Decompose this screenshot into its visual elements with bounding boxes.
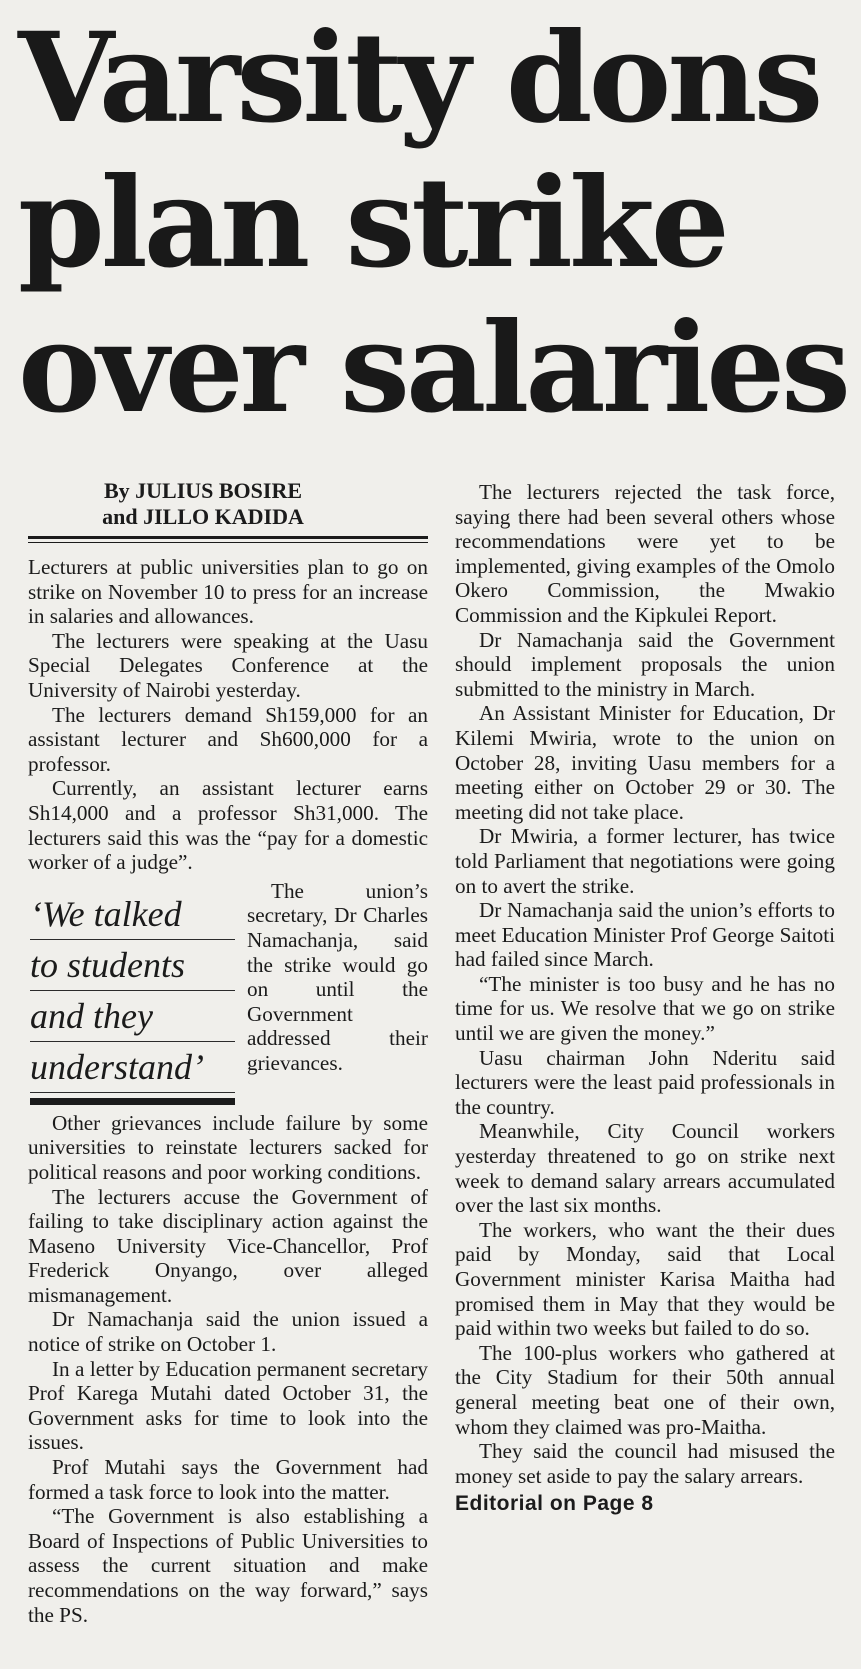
- article-paragraph: An Assistant Minister for Education, Dr Kilemi Mwiria, wrote to the union on October 28, inviting Uasu members for a meeting either on October 29 or 30. The meeting did not take place.: [455, 701, 835, 824]
- article-paragraph: “The Government is also establishing a Board of Inspections of Public Universities to assess the current situation and make recommendations on the way forward,” says the PS.: [28, 1504, 428, 1627]
- headline-line: Varsity dons: [18, 6, 820, 151]
- article-paragraph: The workers, who want the their dues paid by Monday, said that Local Government minister Karisa Maitha had promised them in May that they would be paid within two weeks but failed to do so.: [455, 1217, 835, 1341]
- pullquote-line: understand’: [30, 1042, 235, 1093]
- headline: [18, 6, 848, 441]
- pullquote-block: [28, 879, 428, 1111]
- pullquote-line: to students: [30, 940, 235, 991]
- byline-rule: [28, 536, 428, 539]
- article-paragraph: They said the council had misused the money set aside to pay the salary arrears.: [455, 1439, 835, 1488]
- article-paragraph: Dr Namachanja said the union issued a notice of strike on October 1.: [28, 1307, 428, 1357]
- article-paragraph: The lecturers demand Sh159,000 for an assistant lecturer and Sh600,000 for a professor.: [28, 702, 428, 776]
- article-paragraph: In a letter by Education permanent secretary Prof Karega Mutahi dated October 31, the Government asks for time to look into the issues.: [28, 1356, 428, 1455]
- article-column-right: [455, 480, 835, 1517]
- article-paragraph: Dr Namachanja said the union’s efforts to meet Education Minister Prof George Saitoti had failed since March.: [455, 898, 835, 972]
- article-paragraph: Currently, an assistant lecturer earns Sh14,000 and a professor Sh31,000. The lecturers said this was the “pay for a domestic worker of a judge”.: [28, 776, 428, 875]
- pullquote-line: ‘We talked: [30, 889, 235, 940]
- article-paragraph: Dr Namachanja said the Government should implement proposals the union submitted to the ministry in March.: [455, 627, 835, 701]
- byline-line: and JILLO KADIDA: [102, 504, 304, 529]
- pullquote-line: and they: [30, 991, 235, 1042]
- article-paragraph: Lecturers at public universities plan to go on strike on November 10 to press for an increase in salaries and allowances.: [28, 555, 428, 629]
- byline-rule: [28, 542, 428, 543]
- byline: [28, 478, 428, 530]
- article-paragraph: The lecturers accuse the Government of failing to take disciplinary action against the Maseno University Vice-Chancellor, Prof Frederick Onyango, over alleged mismanagement.: [28, 1184, 428, 1307]
- article-paragraph: Uasu chairman John Nderitu said lecturers were the least paid professionals in the country.: [455, 1045, 835, 1119]
- headline-line: over salaries: [18, 296, 847, 441]
- editorial-reference: Editorial on Page 8: [455, 1492, 654, 1516]
- byline-line: By JULIUS BOSIRE: [103, 478, 303, 503]
- pullquote: [30, 889, 235, 1105]
- headline-line: plan strike: [18, 151, 726, 296]
- article-paragraph: Meanwhile, City Council workers yesterday threatened to go on strike next week to demand salary arrears accumulated over the last six months.: [455, 1119, 835, 1218]
- article-paragraph: Other grievances include failure by some universities to reinstate lecturers sacked for political reasons and poor working conditions.: [28, 1110, 428, 1184]
- article-column-left: [28, 478, 428, 1627]
- pullquote-rule: [30, 1098, 235, 1105]
- article-paragraph: The 100-plus workers who gathered at the City Stadium for their 50th annual general meeting beat one of their own, whom they claimed was pro-Maitha.: [455, 1340, 835, 1439]
- article-paragraph: Dr Mwiria, a former lecturer, has twice told Parliament that negotiations were going on to avert the strike.: [455, 824, 835, 898]
- article-paragraph: Prof Mutahi says the Government had formed a task force to look into the matter.: [28, 1455, 428, 1504]
- article-paragraph: The lecturers rejected the task force, saying there had been several others whose recommendations were yet to be implemented, giving examples of the Omolo Okero Commission, the Mwakio Commission and the Kipkulei Report.: [455, 480, 835, 627]
- article-paragraph: “The minister is too busy and he has no time for us. We resolve that we go on strike until we are given the money.”: [455, 971, 835, 1046]
- article-paragraph: The lecturers were speaking at the Uasu Special Delegates Conference at the University of Nairobi yesterday.: [28, 628, 428, 702]
- article-paragraph: The union’s secretary, Dr Charles Namachanja, said the strike would go on until the Government addressed their grievances.: [247, 878, 428, 1075]
